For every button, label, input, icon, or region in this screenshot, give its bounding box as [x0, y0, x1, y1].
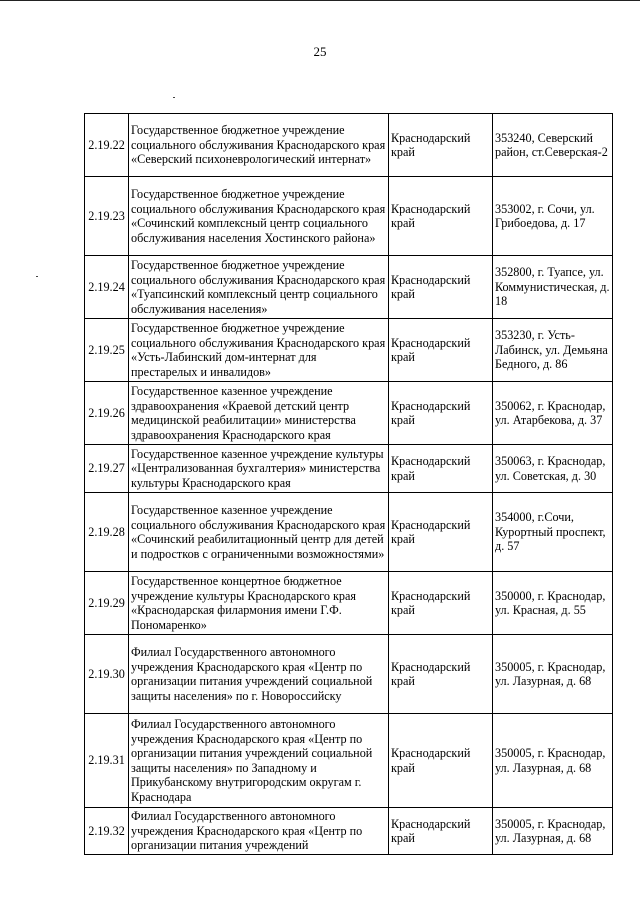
region: Краснодарский край	[389, 714, 493, 808]
row-number: 2.19.22	[85, 114, 129, 177]
region: Краснодарский край	[389, 635, 493, 714]
region: Краснодарский край	[389, 382, 493, 445]
row-number: 2.19.23	[85, 177, 129, 256]
table-row	[85, 635, 613, 714]
region: Краснодарский край	[389, 177, 493, 256]
table-row	[85, 114, 613, 177]
scan-speck	[173, 97, 175, 98]
institution-name: Государственное бюджетное учреждение социального обслуживания Краснодарского края «Усть-Лабинский дом-интернат для престарелых и инвалидов»	[129, 319, 389, 382]
row-number: 2.19.26	[85, 382, 129, 445]
row-number: 2.19.24	[85, 256, 129, 319]
address: 353230, г. Усть-Лабинск, ул. Демьяна Бедного, д. 86	[493, 319, 613, 382]
table-row	[85, 493, 613, 572]
top-border-line	[0, 0, 640, 1]
institution-name: Филиал Государственного автономного учреждения Краснодарского края «Центр по организации питания учреждений социальной защиты населения» по г. Новороссийску	[129, 635, 389, 714]
table-row	[85, 445, 613, 493]
institution-name: Государственное бюджетное учреждение социального обслуживания Краснодарского края «Сочинский комплексный центр социального обслуживания населения Хостинского района»	[129, 177, 389, 256]
address: 350063, г. Краснодар, ул. Советская, д. 30	[493, 445, 613, 493]
institution-name: Филиал Государственного автономного учреждения Краснодарского края «Центр по организации питания учреждений	[129, 808, 389, 855]
institution-name: Государственное казенное учреждение культуры «Централизованная бухгалтерия» министерства культуры Краснодарского края	[129, 445, 389, 493]
address: 350000, г. Краснодар, ул. Красная, д. 55	[493, 572, 613, 635]
address: 354000, г.Сочи, Курортный проспект, д. 57	[493, 493, 613, 572]
address: 350062, г. Краснодар, ул. Атарбекова, д. 37	[493, 382, 613, 445]
table-row	[85, 382, 613, 445]
table-row	[85, 177, 613, 256]
row-number: 2.19.31	[85, 714, 129, 808]
region: Краснодарский край	[389, 319, 493, 382]
address: 350005, г. Краснодар, ул. Лазурная, д. 68	[493, 635, 613, 714]
row-number: 2.19.27	[85, 445, 129, 493]
region: Краснодарский край	[389, 493, 493, 572]
row-number: 2.19.30	[85, 635, 129, 714]
row-number: 2.19.28	[85, 493, 129, 572]
scan-speck	[36, 276, 38, 277]
table-row	[85, 714, 613, 808]
row-number: 2.19.29	[85, 572, 129, 635]
address: 353240, Северский район, ст.Северская-2	[493, 114, 613, 177]
table-row	[85, 572, 613, 635]
address: 353002, г. Сочи, ул. Грибоедова, д. 17	[493, 177, 613, 256]
region: Краснодарский край	[389, 256, 493, 319]
region: Краснодарский край	[389, 572, 493, 635]
institution-name: Государственное казенное учреждение социального обслуживания Краснодарского края «Сочинский реабилитационный центр для детей и подростков с ограниченными возможностями»	[129, 493, 389, 572]
page-number: 25	[313, 44, 327, 59]
region: Краснодарский край	[389, 808, 493, 855]
institution-name: Государственное казенное учреждение здравоохранения «Краевой детский центр медицинской реабилитации» министерства здравоохранения Краснодарского края	[129, 382, 389, 445]
row-number: 2.19.32	[85, 808, 129, 855]
institution-name: Филиал Государственного автономного учреждения Краснодарского края «Центр по организации питания учреждений социальной защиты населения» по Западному и Прикубанскому внутригородским округам г. Краснодара	[129, 714, 389, 808]
address: 352800, г. Туапсе, ул. Коммунистическая, д. 18	[493, 256, 613, 319]
institution-name: Государственное бюджетное учреждение социального обслуживания Краснодарского края «Туапсинский комплексный центр социального обслуживания населения»	[129, 256, 389, 319]
region: Краснодарский край	[389, 445, 493, 493]
institution-table	[84, 113, 613, 855]
institution-name: Государственное бюджетное учреждение социального обслуживания Краснодарского края «Северский психоневрологический интернат»	[129, 114, 389, 177]
table-row	[85, 319, 613, 382]
address: 350005, г. Краснодар, ул. Лазурная, д. 68	[493, 714, 613, 808]
row-number: 2.19.25	[85, 319, 129, 382]
region: Краснодарский край	[389, 114, 493, 177]
table-row	[85, 256, 613, 319]
institution-name: Государственное концертное бюджетное учреждение культуры Краснодарского края «Краснодарская филармония имени Г.Ф. Пономаренко»	[129, 572, 389, 635]
address: 350005, г. Краснодар, ул. Лазурная, д. 68	[493, 808, 613, 855]
table-row	[85, 808, 613, 855]
